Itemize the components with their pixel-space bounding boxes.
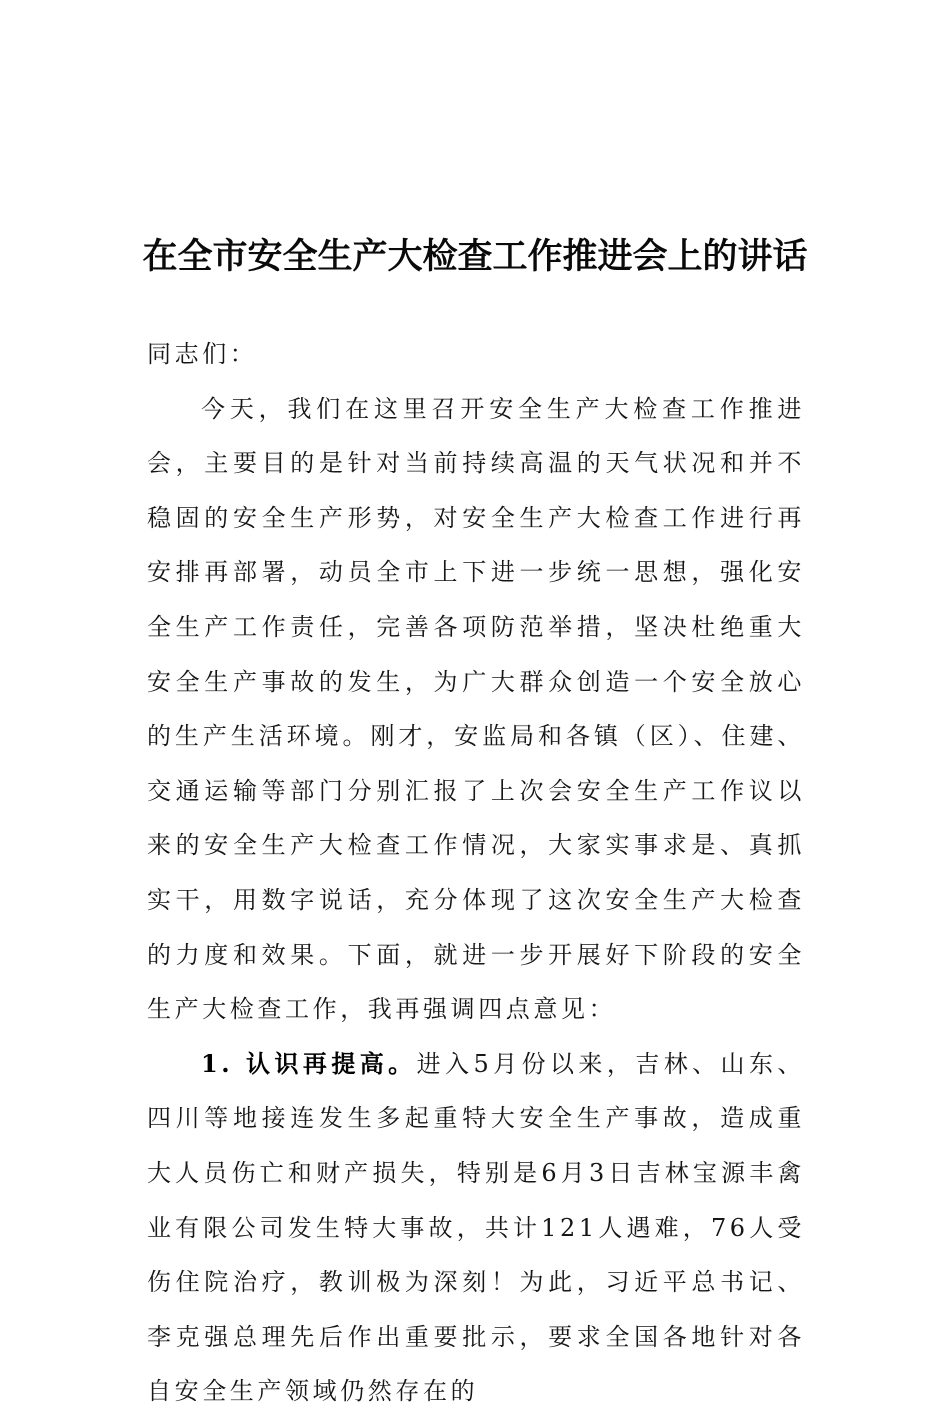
section-1-heading: 1. 认识再提高。 (201, 1048, 417, 1078)
document-title: 在全市安全生产大检查工作推进会上的讲话 (142, 236, 808, 277)
document-body (147, 327, 805, 1419)
section-1-text: 进入5月份以来，吉林、山东、四川等地接连发生多起重特大安全生产事故，造成重大人员伤亡和财产损失，特别是6月3日吉林宝源丰禽业有限公司发生特大事故，共计121人遇难，76人受伤住院治疗，教训极为深刻！为此，习近平总书记、李克强总理先后作出重要批示，要求全国各地针对各自安全生产领域仍然存在的 (147, 1049, 805, 1406)
paragraph-intro: 今天，我们在这里召开安全生产大检查工作推进会，主要目的是针对当前持续高温的天气状况和并不稳固的安全生产形势，对安全生产大检查工作进行再安排再部署，动员全市上下进一步统一思想，强化安全生产工作责任，完善各项防范举措，坚决杜绝重大安全生产事故的发生，为广大群众创造一个安全放心的生产生活环境。刚才，安监局和各镇（区）、住建、交通运输等部门分别汇报了上次会安全生产工作议以来的安全生产大检查工作情况，大家实事求是、真抓实干，用数字说话，充分体现了这次安全生产大检查的力度和效果。下面，就进一步开展好下阶段的安全生产大检查工作，我再强调四点意见： (147, 394, 805, 1024)
paragraph-section-1 (147, 1037, 805, 1419)
salutation: 同志们： (147, 340, 258, 368)
